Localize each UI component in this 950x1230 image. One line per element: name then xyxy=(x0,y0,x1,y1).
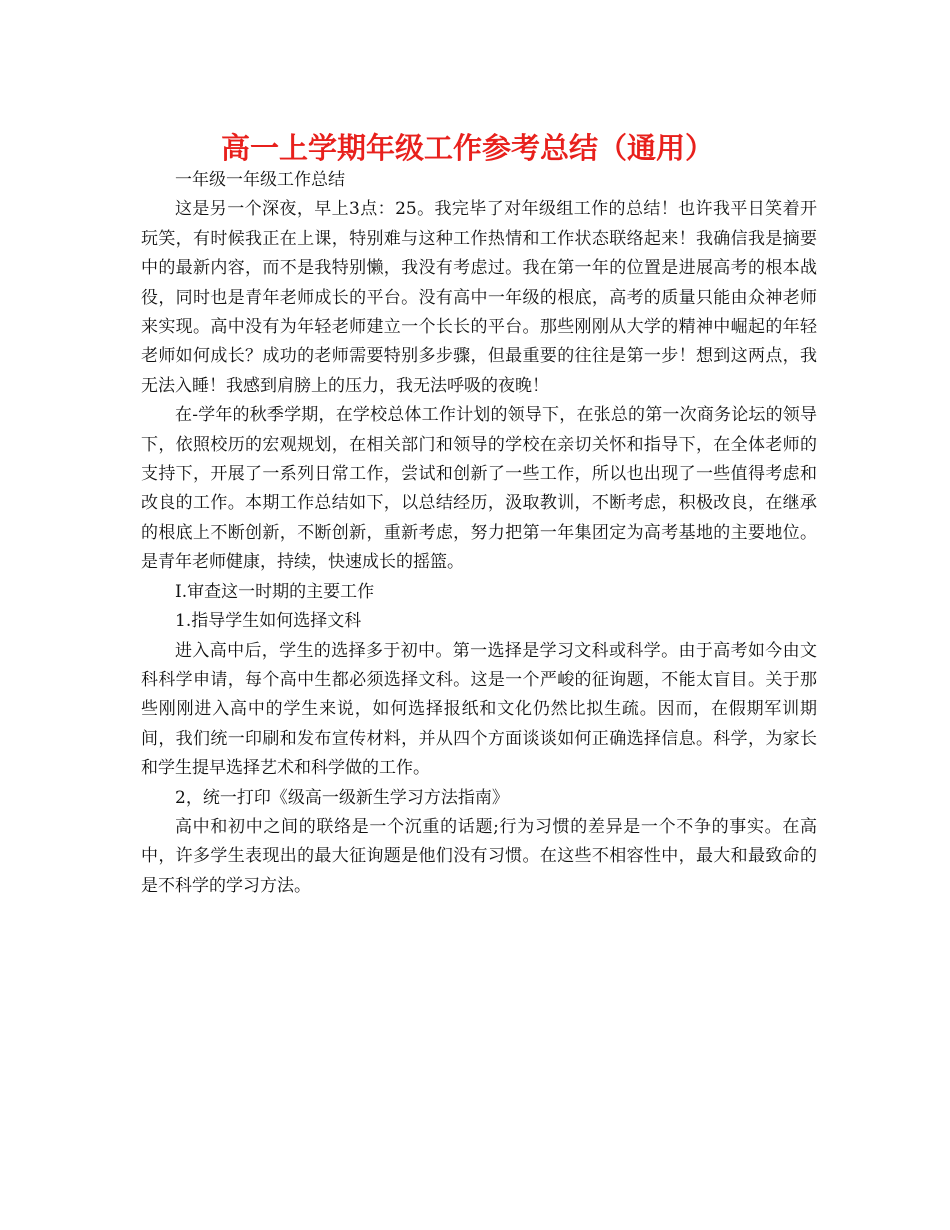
section-heading: I.审查这一时期的主要工作 xyxy=(175,581,375,602)
subsection-heading: 1.指导学生如何选择文科 xyxy=(175,611,362,632)
paragraph-heading: 一年级一年级工作总结 xyxy=(175,170,345,190)
paragraph: 进入高中后，学生的选择多于初中。第一选择是学习文科或科学。由于高考如今由文科科学申请，每个高中生都必须选择文科。这是一个严峻的征询题，不能太盲目。关于那些刚刚进入高中的学生来说，如何选择报纸和文化仍然比拟生疏。因而，在假期军训期间，我们统一印刷和发布宣传材料，并从四个方面谈谈如何正确选择信息。科学，为家长和学生提早选择艺术和科学做的工作。 xyxy=(141,640,817,779)
document-body xyxy=(141,166,817,901)
paragraph: 在-学年的秋季学期，在学校总体工作计划的领导下，在张总的第一次商务论坛的领导下，依照校历的宏观规划，在相关部门和领导的学校在亲切关怀和指导下，在全体老师的支持下，开展了一系列日常工作，尝试和创新了一些工作，所以也出现了一些值得考虑和改良的工作。本期工作总结如下，以总结经历，汲取教训，不断考虑，积极改良，在继承的根底上不断创新，不断创新，重新考虑，努力把第一年集团定为高考基地的主要地位。是青年老师健康，持续，快速成长的摇篮。 xyxy=(141,405,817,573)
paragraph: 这是另一个深夜，早上3点：25。我完毕了对年级组工作的总结！也许我平日笑着开玩笑，有时候我正在上课，特别难与这种工作热情和工作状态联络起来！我确信我是摘要中的最新内容，而不是我特别懒，我没有考虑过。我在第一年的位置是进展高考的根本战役，同时也是青年老师成长的平台。没有高中一年级的根底，高考的质量只能由众神老师来实现。高中没有为年轻老师建立一个长长的平台。那些刚刚从大学的精神中崛起的年轻老师如何成长？成功的老师需要特别多步骤，但最重要的往往是第一步！想到这两点，我无法入睡！我感到肩膀上的压力，我无法呼吸的夜晚！ xyxy=(141,199,817,396)
paragraph: 高中和初中之间的联络是一个沉重的话题;行为习惯的差异是一个不争的事实。在高中，许多学生表现出的最大征询题是他们没有习惯。在这些不相容性中，最大和最致命的是不科学的学习方法。 xyxy=(141,816,817,896)
document-title: 高一上学期年级工作参考总结（通用） xyxy=(220,131,714,165)
subsection-heading: 2，统一打印《级高一级新生学习方法指南》 xyxy=(175,787,509,808)
